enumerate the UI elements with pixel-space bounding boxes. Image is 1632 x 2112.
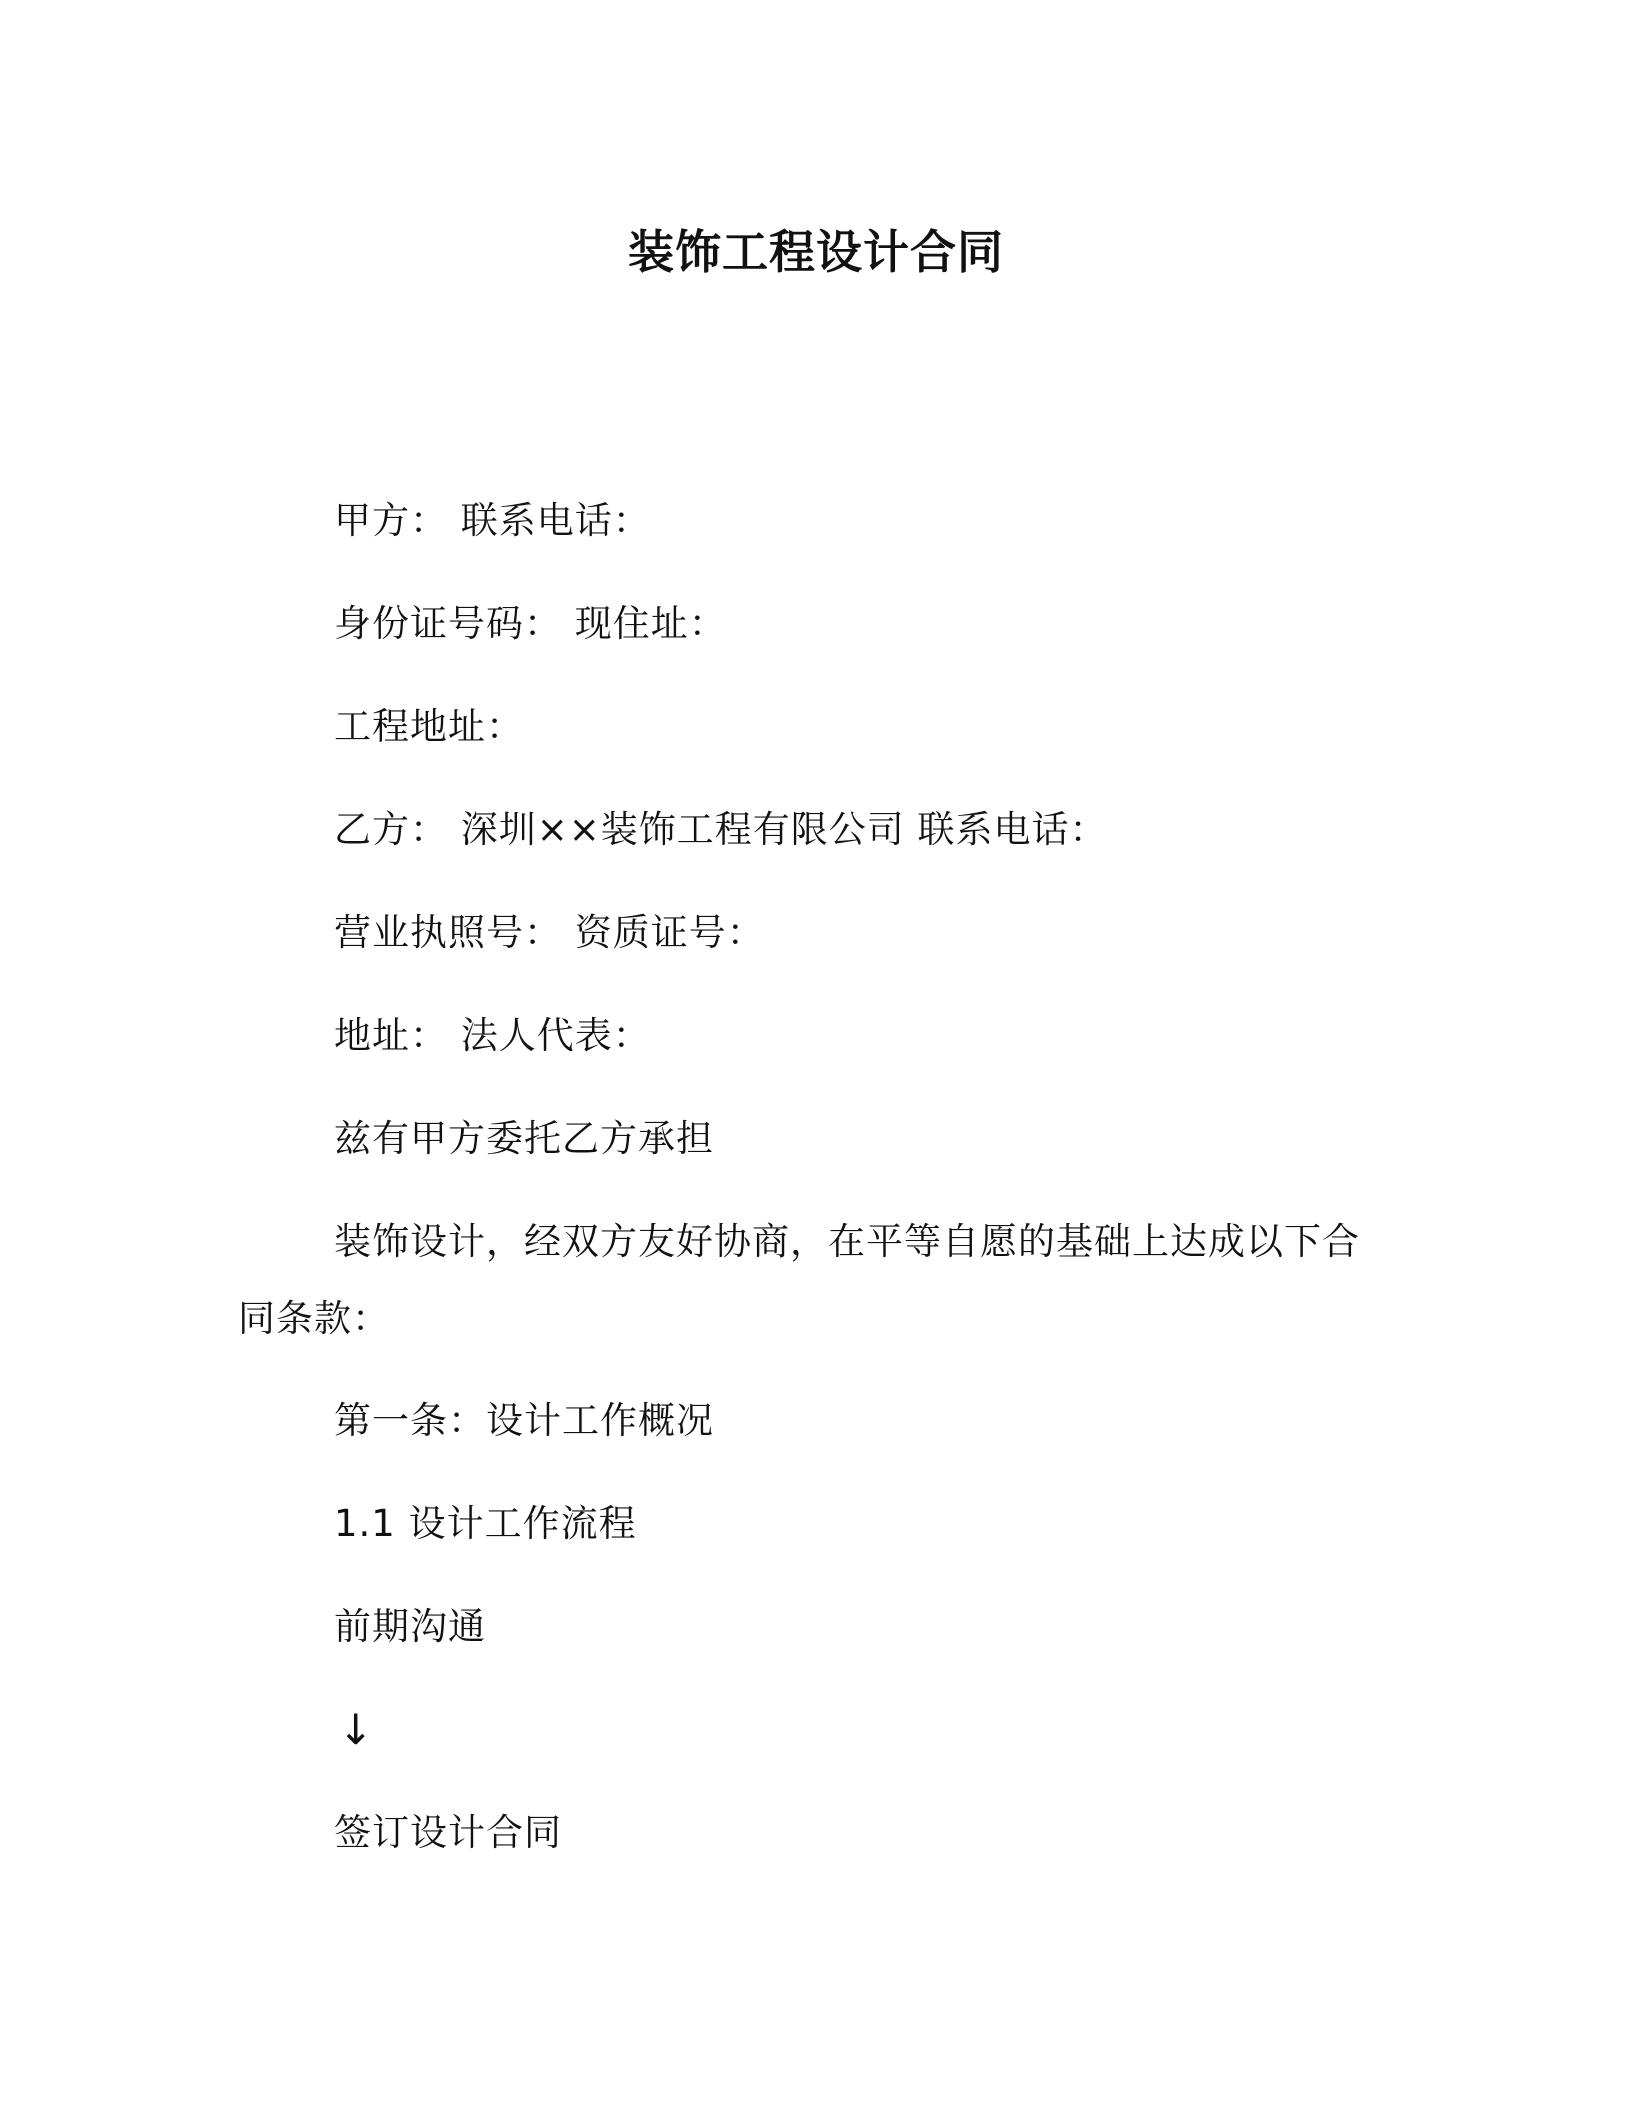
party-b-company-line: 乙方： 深圳××装饰工程有限公司 联系电话： [334,808,1108,851]
intro-line: 兹有甲方委托乙方承担 [334,1117,714,1160]
party-b-license-line: 营业执照号： 资质证号： [334,911,765,954]
down-arrow-icon: ↓ [338,1705,374,1754]
party-b-address-line: 地址： 法人代表： [334,1014,651,1057]
article-one-heading: 第一条：设计工作概况 [334,1399,714,1442]
article-one-subheading: 1.1 设计工作流程 [334,1502,637,1545]
party-a-id-address-line: 身份证号码： 现住址： [334,602,727,645]
project-address-line: 工程地址： [334,705,524,748]
page-title: 装饰工程设计合同 [628,225,1004,279]
flow-step-communication: 前期沟通 [334,1605,486,1648]
party-a-contact-line: 甲方： 联系电话： [334,499,651,542]
intro-paragraph: 装饰设计，经双方友好协商，在平等自愿的基础上达成以下合同条款： [238,1220,1360,1340]
flow-step-sign-contract: 签订设计合同 [334,1811,562,1854]
